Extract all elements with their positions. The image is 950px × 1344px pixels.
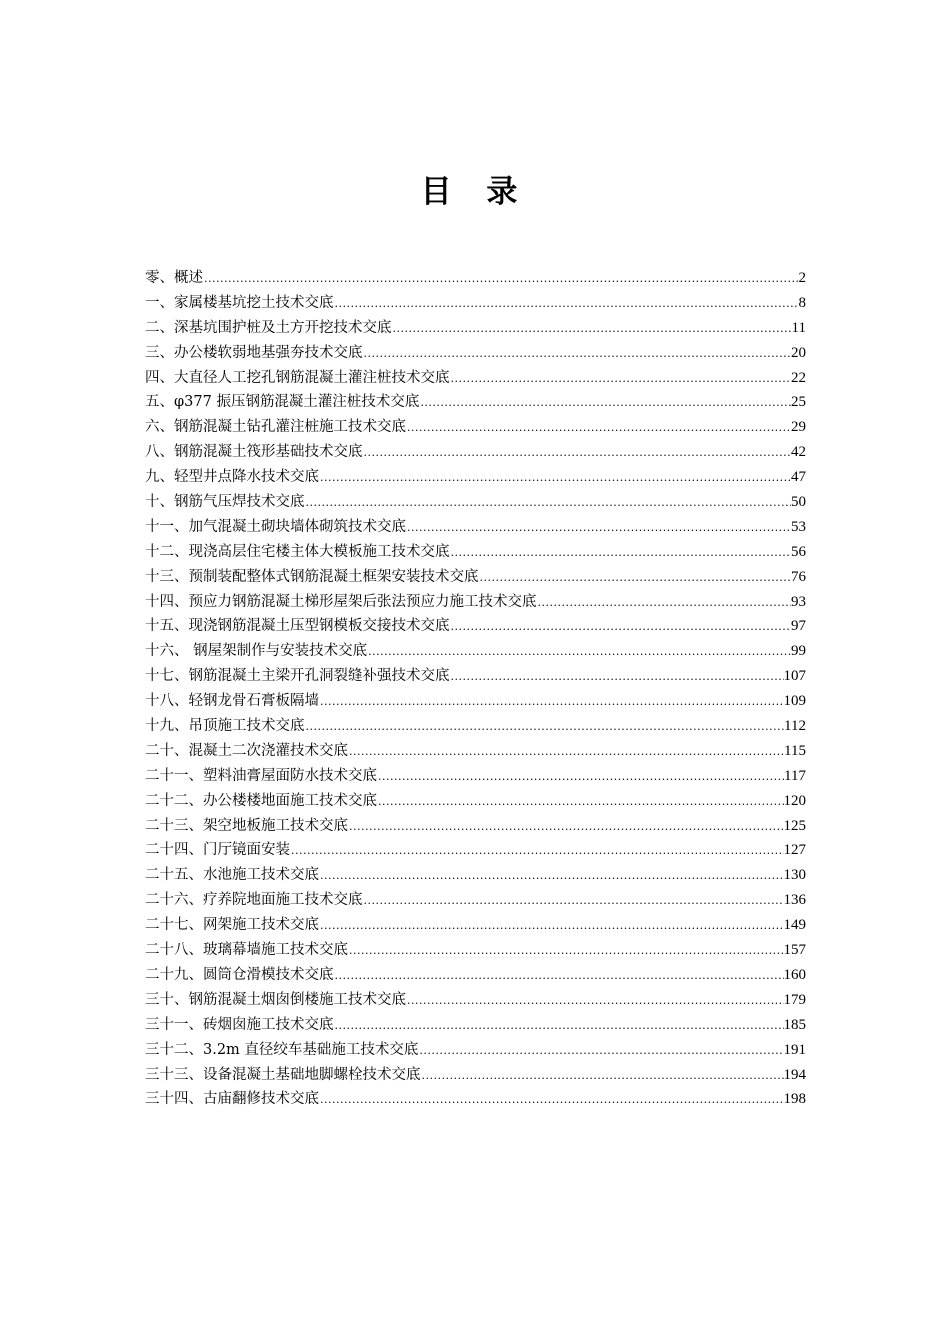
toc-dot-leader xyxy=(364,441,792,466)
toc-entry-page-number: 2 xyxy=(798,270,806,286)
toc-dot-leader xyxy=(451,541,792,566)
toc-entry[interactable] xyxy=(145,341,806,366)
toc-entry-page-number: 99 xyxy=(791,643,806,660)
toc-entry-page-number: 198 xyxy=(783,1091,806,1108)
toc-dot-leader xyxy=(204,267,799,292)
toc-dot-leader xyxy=(320,914,784,939)
toc-entry-page-number: 191 xyxy=(783,1041,806,1058)
toc-entry[interactable] xyxy=(145,291,806,316)
toc-dot-leader xyxy=(349,939,784,964)
toc-entry-label: 二十一、塑料油膏屋面防水技术交底 xyxy=(145,767,377,784)
toc-entry-label: 二十七、网架施工技术交底 xyxy=(145,917,319,934)
toc-entry-label: 二十六、疗养院地面施工技术交底 xyxy=(145,892,363,909)
toc-entry-page-number: 47 xyxy=(791,469,806,486)
toc-entry-page-number: 93 xyxy=(791,593,806,610)
toc-dot-leader xyxy=(320,466,791,491)
toc-entry-label: 二十、混凝土二次浇灌技术交底 xyxy=(145,742,348,759)
toc-entry-page-number: 185 xyxy=(783,1016,806,1033)
toc-entry[interactable] xyxy=(145,1087,806,1112)
toc-entry[interactable] xyxy=(145,465,806,490)
toc-entry-label: 二十八、玻璃幕墙施工技术交底 xyxy=(145,942,348,959)
toc-dot-leader xyxy=(393,317,792,342)
toc-dot-leader xyxy=(349,740,784,765)
toc-dot-leader xyxy=(407,416,791,441)
toc-dot-leader xyxy=(335,292,799,317)
toc-entry-label: 二十三、架空地板施工技术交底 xyxy=(145,817,348,834)
toc-dot-leader xyxy=(419,1039,783,1064)
toc-dot-leader xyxy=(349,815,784,840)
toc-dot-leader xyxy=(364,342,792,367)
toc-entry[interactable] xyxy=(145,863,806,888)
toc-entry-label: 十八、轻钢龙骨石膏板隔墙 xyxy=(145,693,319,710)
toc-entry[interactable] xyxy=(145,764,806,789)
toc-entry[interactable] xyxy=(145,963,806,988)
toc-dot-leader xyxy=(320,690,784,715)
toc-entry[interactable] xyxy=(145,515,806,540)
toc-entry[interactable] xyxy=(145,390,806,415)
toc-dot-leader xyxy=(407,516,791,541)
toc-entry-page-number: 109 xyxy=(783,693,806,710)
toc-entry[interactable] xyxy=(145,913,806,938)
toc-entry[interactable] xyxy=(145,1013,806,1038)
toc-entry-page-number: 97 xyxy=(791,618,806,635)
toc-entry-page-number: 125 xyxy=(783,817,806,834)
toc-dot-leader xyxy=(335,964,784,989)
toc-dot-leader xyxy=(378,790,784,815)
toc-entry-label: 二十二、办公楼楼地面施工技术交底 xyxy=(145,792,377,809)
toc-entry-page-number: 22 xyxy=(791,369,806,386)
toc-entry[interactable] xyxy=(145,415,806,440)
toc-entry-label: 五、φ377 振压钢筋混凝土灌注桩技术交底 xyxy=(145,394,420,411)
toc-dot-leader xyxy=(368,640,791,665)
toc-entry[interactable] xyxy=(145,938,806,963)
toc-entry-page-number: 42 xyxy=(791,444,806,461)
toc-entry-label: 十三、预制装配整体式钢筋混凝土框架安装技术交底 xyxy=(145,568,479,585)
toc-entry[interactable] xyxy=(145,590,806,615)
toc-entry-page-number: 149 xyxy=(783,917,806,934)
toc-entry-label: 十一、加气混凝土砌块墙体砌筑技术交底 xyxy=(145,518,406,535)
toc-entry-page-number: 157 xyxy=(783,942,806,959)
toc-entry-label: 三十四、古庙翻修技术交底 xyxy=(145,1091,319,1108)
toc-entry-label: 十二、现浇高层住宅楼主体大模板施工技术交底 xyxy=(145,543,450,560)
toc-entry-label: 六、钢筋混凝土钻孔灌注桩施工技术交底 xyxy=(145,419,406,436)
toc-dot-leader xyxy=(451,367,792,392)
toc-entry[interactable] xyxy=(145,714,806,739)
toc-entry-label: 三十、钢筋混凝土烟囱倒楼施工技术交底 xyxy=(145,991,406,1008)
toc-entry[interactable] xyxy=(145,366,806,391)
toc-entry-page-number: 127 xyxy=(783,842,806,859)
page-title: 目 录 xyxy=(420,174,530,210)
toc-entry-page-number: 179 xyxy=(783,991,806,1008)
toc-entry[interactable] xyxy=(145,1063,806,1088)
toc-entry[interactable] xyxy=(145,440,806,465)
toc-entry[interactable] xyxy=(145,639,806,664)
toc-entry-label: 四、大直径人工挖孔钢筋混凝土灌注桩技术交底 xyxy=(145,369,450,386)
toc-dot-leader xyxy=(480,566,792,591)
toc-dot-leader xyxy=(320,1088,784,1113)
toc-entry[interactable] xyxy=(145,814,806,839)
toc-entry[interactable] xyxy=(145,739,806,764)
toc-dot-leader xyxy=(538,591,792,616)
toc-entry-page-number: 29 xyxy=(791,419,806,436)
toc-entry-page-number: 76 xyxy=(791,568,806,585)
toc-entry[interactable] xyxy=(145,988,806,1013)
toc-entry[interactable] xyxy=(145,888,806,913)
toc-entry-label: 一、家属楼基坑挖土技术交底 xyxy=(145,294,334,311)
toc-entry-page-number: 194 xyxy=(783,1066,806,1083)
toc-entry-page-number: 25 xyxy=(791,394,806,411)
table-of-contents xyxy=(145,266,806,1112)
toc-entry-page-number: 11 xyxy=(791,319,806,336)
toc-entry-page-number: 50 xyxy=(791,494,806,511)
toc-entry[interactable] xyxy=(145,664,806,689)
toc-entry-page-number: 136 xyxy=(783,892,806,909)
toc-entry-label: 十六、 钢屋架制作与安装技术交底 xyxy=(145,643,368,660)
toc-entry-page-number: 160 xyxy=(783,966,806,983)
toc-entry-label: 八、钢筋混凝土筏形基础技术交底 xyxy=(145,444,363,461)
toc-entry[interactable] xyxy=(145,838,806,863)
toc-entry-label: 二十五、水池施工技术交底 xyxy=(145,867,319,884)
toc-entry-page-number: 112 xyxy=(784,718,806,735)
toc-entry-page-number: 130 xyxy=(783,867,806,884)
toc-entry-page-number: 107 xyxy=(783,668,806,685)
toc-entry-page-number: 115 xyxy=(784,742,806,759)
toc-entry[interactable] xyxy=(145,316,806,341)
toc-entry-label: 十四、预应力钢筋混凝土梯形屋架后张法预应力施工技术交底 xyxy=(145,593,537,610)
toc-dot-leader xyxy=(335,1014,784,1039)
toc-entry-label: 三十一、砖烟囱施工技术交底 xyxy=(145,1016,334,1033)
toc-entry-page-number: 8 xyxy=(798,294,806,311)
toc-dot-leader xyxy=(364,889,784,914)
toc-entry-label: 三十二、3.2m 直径绞车基础施工技术交底 xyxy=(145,1041,419,1058)
toc-entry-page-number: 20 xyxy=(791,344,806,361)
toc-entry[interactable] xyxy=(145,614,806,639)
toc-entry-label: 二十四、门厅镜面安装 xyxy=(145,842,290,859)
toc-entry-page-number: 56 xyxy=(791,543,806,560)
toc-entry-label: 十九、吊顶施工技术交底 xyxy=(145,718,305,735)
toc-dot-leader xyxy=(422,1064,784,1089)
toc-entry[interactable] xyxy=(145,266,806,291)
toc-entry-page-number: 120 xyxy=(783,792,806,809)
toc-entry[interactable] xyxy=(145,490,806,515)
toc-entry-label: 九、轻型井点降水技术交底 xyxy=(145,469,319,486)
toc-entry-label: 十五、现浇钢筋混凝土压型钢模板交接技术交底 xyxy=(145,618,450,635)
toc-dot-leader xyxy=(407,989,784,1014)
toc-entry[interactable] xyxy=(145,689,806,714)
toc-entry-page-number: 117 xyxy=(784,767,806,784)
toc-dot-leader xyxy=(451,615,792,640)
toc-entry-label: 三、办公楼软弱地基强夯技术交底 xyxy=(145,344,363,361)
toc-dot-leader xyxy=(291,839,784,864)
toc-entry[interactable] xyxy=(145,789,806,814)
toc-entry-label: 十、钢筋气压焊技术交底 xyxy=(145,494,305,511)
toc-entry[interactable] xyxy=(145,565,806,590)
toc-entry-label: 二、深基坑围护桩及土方开挖技术交底 xyxy=(145,319,392,336)
toc-entry-label: 三十三、设备混凝土基础地脚螺栓技术交底 xyxy=(145,1066,421,1083)
toc-dot-leader xyxy=(320,864,784,889)
toc-entry-label: 二十九、圆筒仓滑模技术交底 xyxy=(145,966,334,983)
toc-dot-leader xyxy=(306,491,792,516)
toc-entry[interactable] xyxy=(145,540,806,565)
toc-dot-leader xyxy=(420,391,791,416)
toc-entry[interactable] xyxy=(145,1038,806,1063)
toc-dot-leader xyxy=(378,765,784,790)
toc-entry-label: 十七、钢筋混凝土主梁开孔洞裂缝补强技术交底 xyxy=(145,668,450,685)
toc-dot-leader xyxy=(451,665,784,690)
toc-dot-leader xyxy=(306,715,785,740)
toc-entry-page-number: 53 xyxy=(791,518,806,535)
toc-entry-label: 零、概述 xyxy=(145,270,203,286)
